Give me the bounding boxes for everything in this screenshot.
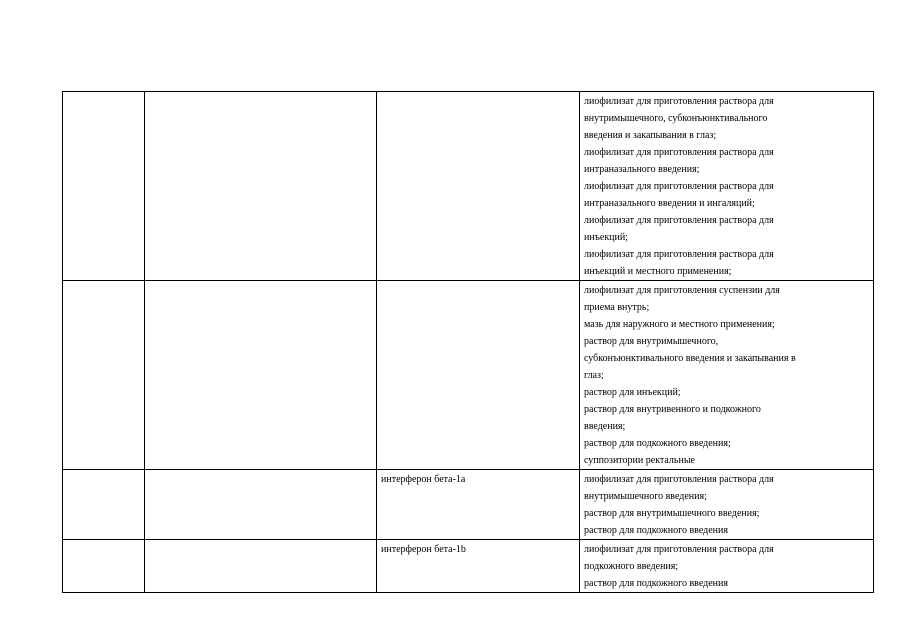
drug-cell [377, 281, 580, 470]
dosage-form: лиофилизат для приготовления раствора для подкожного введения; [584, 544, 774, 572]
dosage-form: лиофилизат для приготовления раствора для внутримышечного, субконъюнктивального введения и закапывания в глаз; [584, 96, 774, 141]
atc-code-cell [63, 470, 145, 540]
dosage-forms-cell [580, 540, 874, 593]
drug-table-body [63, 92, 874, 593]
atc-code [63, 470, 144, 471]
atc-code-cell [63, 540, 145, 593]
group-name [145, 92, 376, 93]
drug-cell [377, 540, 580, 593]
dosage-form: лиофилизат для приготовления раствора для интраназального введения; [584, 147, 774, 175]
dosage-forms-list [580, 470, 873, 539]
drug-name: интерферон бета-1a [381, 474, 466, 485]
group-name [145, 281, 376, 282]
table-row [63, 470, 874, 540]
dosage-form: раствор для внутримышечного введения; [584, 508, 760, 519]
atc-code [63, 540, 144, 541]
dosage-form: лиофилизат для приготовления раствора для внутримышечного введения; [584, 474, 774, 502]
dosage-form: суппозитории ректальные [584, 455, 695, 466]
dosage-forms-list [580, 92, 873, 280]
group-cell [145, 281, 377, 470]
dosage-form: раствор для подкожного введения [584, 525, 728, 536]
atc-code-cell [63, 92, 145, 281]
dosage-forms-cell [580, 470, 874, 540]
dosage-form: лиофилизат для приготовления раствора для инъекций; [584, 215, 774, 243]
dosage-form: лиофилизат для приготовления раствора для интраназального введения и ингаляций; [584, 181, 774, 209]
dosage-form: раствор для подкожного введения; [584, 438, 731, 449]
dosage-form: мазь для наружного и местного применения; [584, 319, 775, 330]
dosage-form: раствор для инъекций; [584, 387, 681, 398]
dosage-form: лиофилизат для приготовления раствора для инъекций и местного применения; [584, 249, 774, 277]
group-cell [145, 540, 377, 593]
group-name [145, 540, 376, 541]
atc-code-cell [63, 281, 145, 470]
group-name [145, 470, 376, 471]
table-row [63, 281, 874, 470]
dosage-form: раствор для внутримышечного, субконъюнктивального введения и закапывания в глаз; [584, 336, 796, 381]
dosage-forms-cell [580, 281, 874, 470]
group-cell [145, 92, 377, 281]
dosage-form: раствор для внутривенного и подкожного введения; [584, 404, 761, 432]
dosage-form: лиофилизат для приготовления суспензии для приема внутрь; [584, 285, 780, 313]
group-cell [145, 470, 377, 540]
table-row [63, 540, 874, 593]
drug-name [377, 281, 579, 282]
dosage-forms-list [580, 281, 873, 469]
atc-code [63, 92, 144, 93]
drug-table [62, 91, 874, 593]
dosage-forms-cell [580, 92, 874, 281]
drug-name: интерферон бета-1b [381, 544, 466, 555]
drug-cell [377, 470, 580, 540]
dosage-forms-list [580, 540, 873, 592]
drug-cell [377, 92, 580, 281]
drug-name [377, 92, 579, 93]
table-row [63, 92, 874, 281]
atc-code [63, 281, 144, 282]
dosage-form: раствор для подкожного введения [584, 578, 728, 589]
